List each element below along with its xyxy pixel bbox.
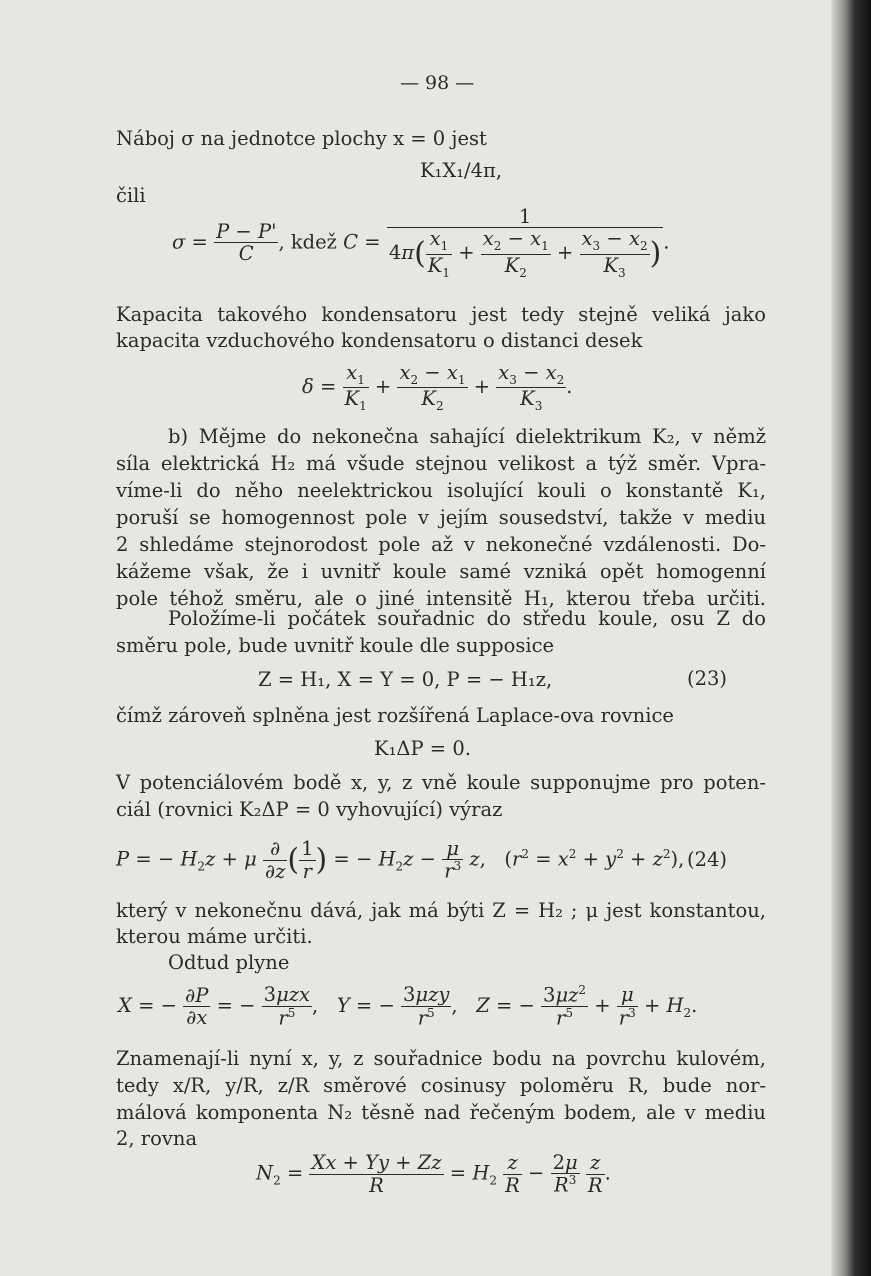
equation-line: K₁X₁/4π,	[419, 159, 503, 182]
text-line: pole téhož směru, ale o jiné intensitě H₁, kterou třeba určiti.	[116, 587, 766, 610]
text-line: tedy x/R, y/R, z/R směrové cosinusy poloměru R, bude nor-	[116, 1074, 766, 1097]
page-number: — 98 —	[400, 72, 475, 94]
equation-field-components: X = − $\frac{\partial P}{\partial x}$ = − $\frac{\text{3μzx}}{r^5}$ , Y = − $\frac{\text{3μzy}}{r^5}$ , Z = − $\frac{3\mu z^2}{r^5}$ + $\frac{\mu}{r^3}$ + $H_2$.	[118, 983, 698, 1030]
text-line: čili	[116, 184, 146, 207]
book-spine-shadow	[831, 0, 871, 1276]
text-line: Znamenají-li nyní x, y, z souřadnice bodu na povrchu kulovém,	[116, 1047, 766, 1070]
equation-delta: δ = $\frac{x_1}{K_1}$ + $\frac{x_2 - x_1}{K_2}$ + $\frac{x_3 - x_2}{K_3}$ .	[302, 361, 573, 413]
equation-normal-component: $N_2$ = $\frac{Xx + Yy + Zz}{R}$ = $H_2$ $\frac{z}{R}$ − $\frac{2\mu}{R^3}$ $\frac{z}{R}$ .	[256, 1151, 611, 1197]
text-line: který v nekonečnu dává, jak má býti Z = H₂ ; μ jest konstantou,	[116, 899, 766, 922]
text-line: síla elektrická H₂ má všude stejnou velikost a týž směr. Vpra-	[116, 452, 766, 475]
equation-number-23: (23)	[686, 667, 727, 690]
text-line: 2, rovna	[116, 1127, 198, 1150]
text-line: směru pole, bude uvnitř koule dle supposice	[116, 634, 555, 657]
text-line: kapacita vzduchového kondensatoru o distanci desek	[116, 329, 643, 352]
text-line: Odtud plyne	[168, 951, 290, 974]
text-line: čímž zároveň splněna jest rozšířená Laplace-ova rovnice	[116, 704, 674, 727]
text-line: V potenciálovém bodě x, y, z vně koule supponujme pro poten-	[116, 771, 766, 794]
text-line: málová komponenta N₂ těsně nad řečeným bodem, ale v mediu	[116, 1101, 766, 1124]
equation-sigma: σ = $\frac{P - P'}{C}$ , kdež C = 1 4π( $\frac{x_1}{K_1}$ + $\frac{x_2 - x_1}{K_2}$ + $\frac{x_3 - x_2}{K_3}$ ) .	[172, 205, 670, 280]
text-line: víme-li do něho neelektrickou isolující kouli o konstantě K₁,	[116, 479, 766, 502]
text-line: Položíme-li počátek souřadnic do středu koule, osu Z do	[168, 607, 766, 630]
text-line: b) Mějme do nekonečna sahající dielektrikum K₂, v němž	[168, 425, 766, 448]
equation-laplace: K₁ΔP = 0.	[374, 737, 471, 760]
text-line: ciál (rovnici K₂ΔP = 0 vyhovující) výraz	[116, 798, 503, 821]
text-line: Náboj σ na jednotce plochy x = 0 jest	[116, 127, 487, 150]
text-line: Kapacita takového kondensatoru jest tedy stejně veliká jako	[116, 303, 766, 326]
text-line: kterou máme určiti.	[116, 925, 313, 948]
equation-number-24: (24)	[686, 848, 727, 871]
text-line: 2 shledáme stejnorodost pole až v nekonečné vzdálenosti. Do-	[116, 533, 766, 556]
equation-24: P = − $H_2z + \mu$ $\frac{\partial}{\partial z}$ ( $\frac{1}{r}$ ) = − $H_2z$ − $\frac{\mu}{r^3}$ z, $(r^2 = x^2 + y^2 + z^2)$,	[116, 837, 685, 883]
text-line: poruší se homogennost pole v jejím sousedství, takže v mediu	[116, 506, 766, 529]
equation-23: Z = H₁, X = Y = 0, P = − H₁z,	[258, 668, 553, 691]
text-line: kážeme však, že i uvnitř koule samé vzniká opět homogenní	[116, 560, 766, 583]
